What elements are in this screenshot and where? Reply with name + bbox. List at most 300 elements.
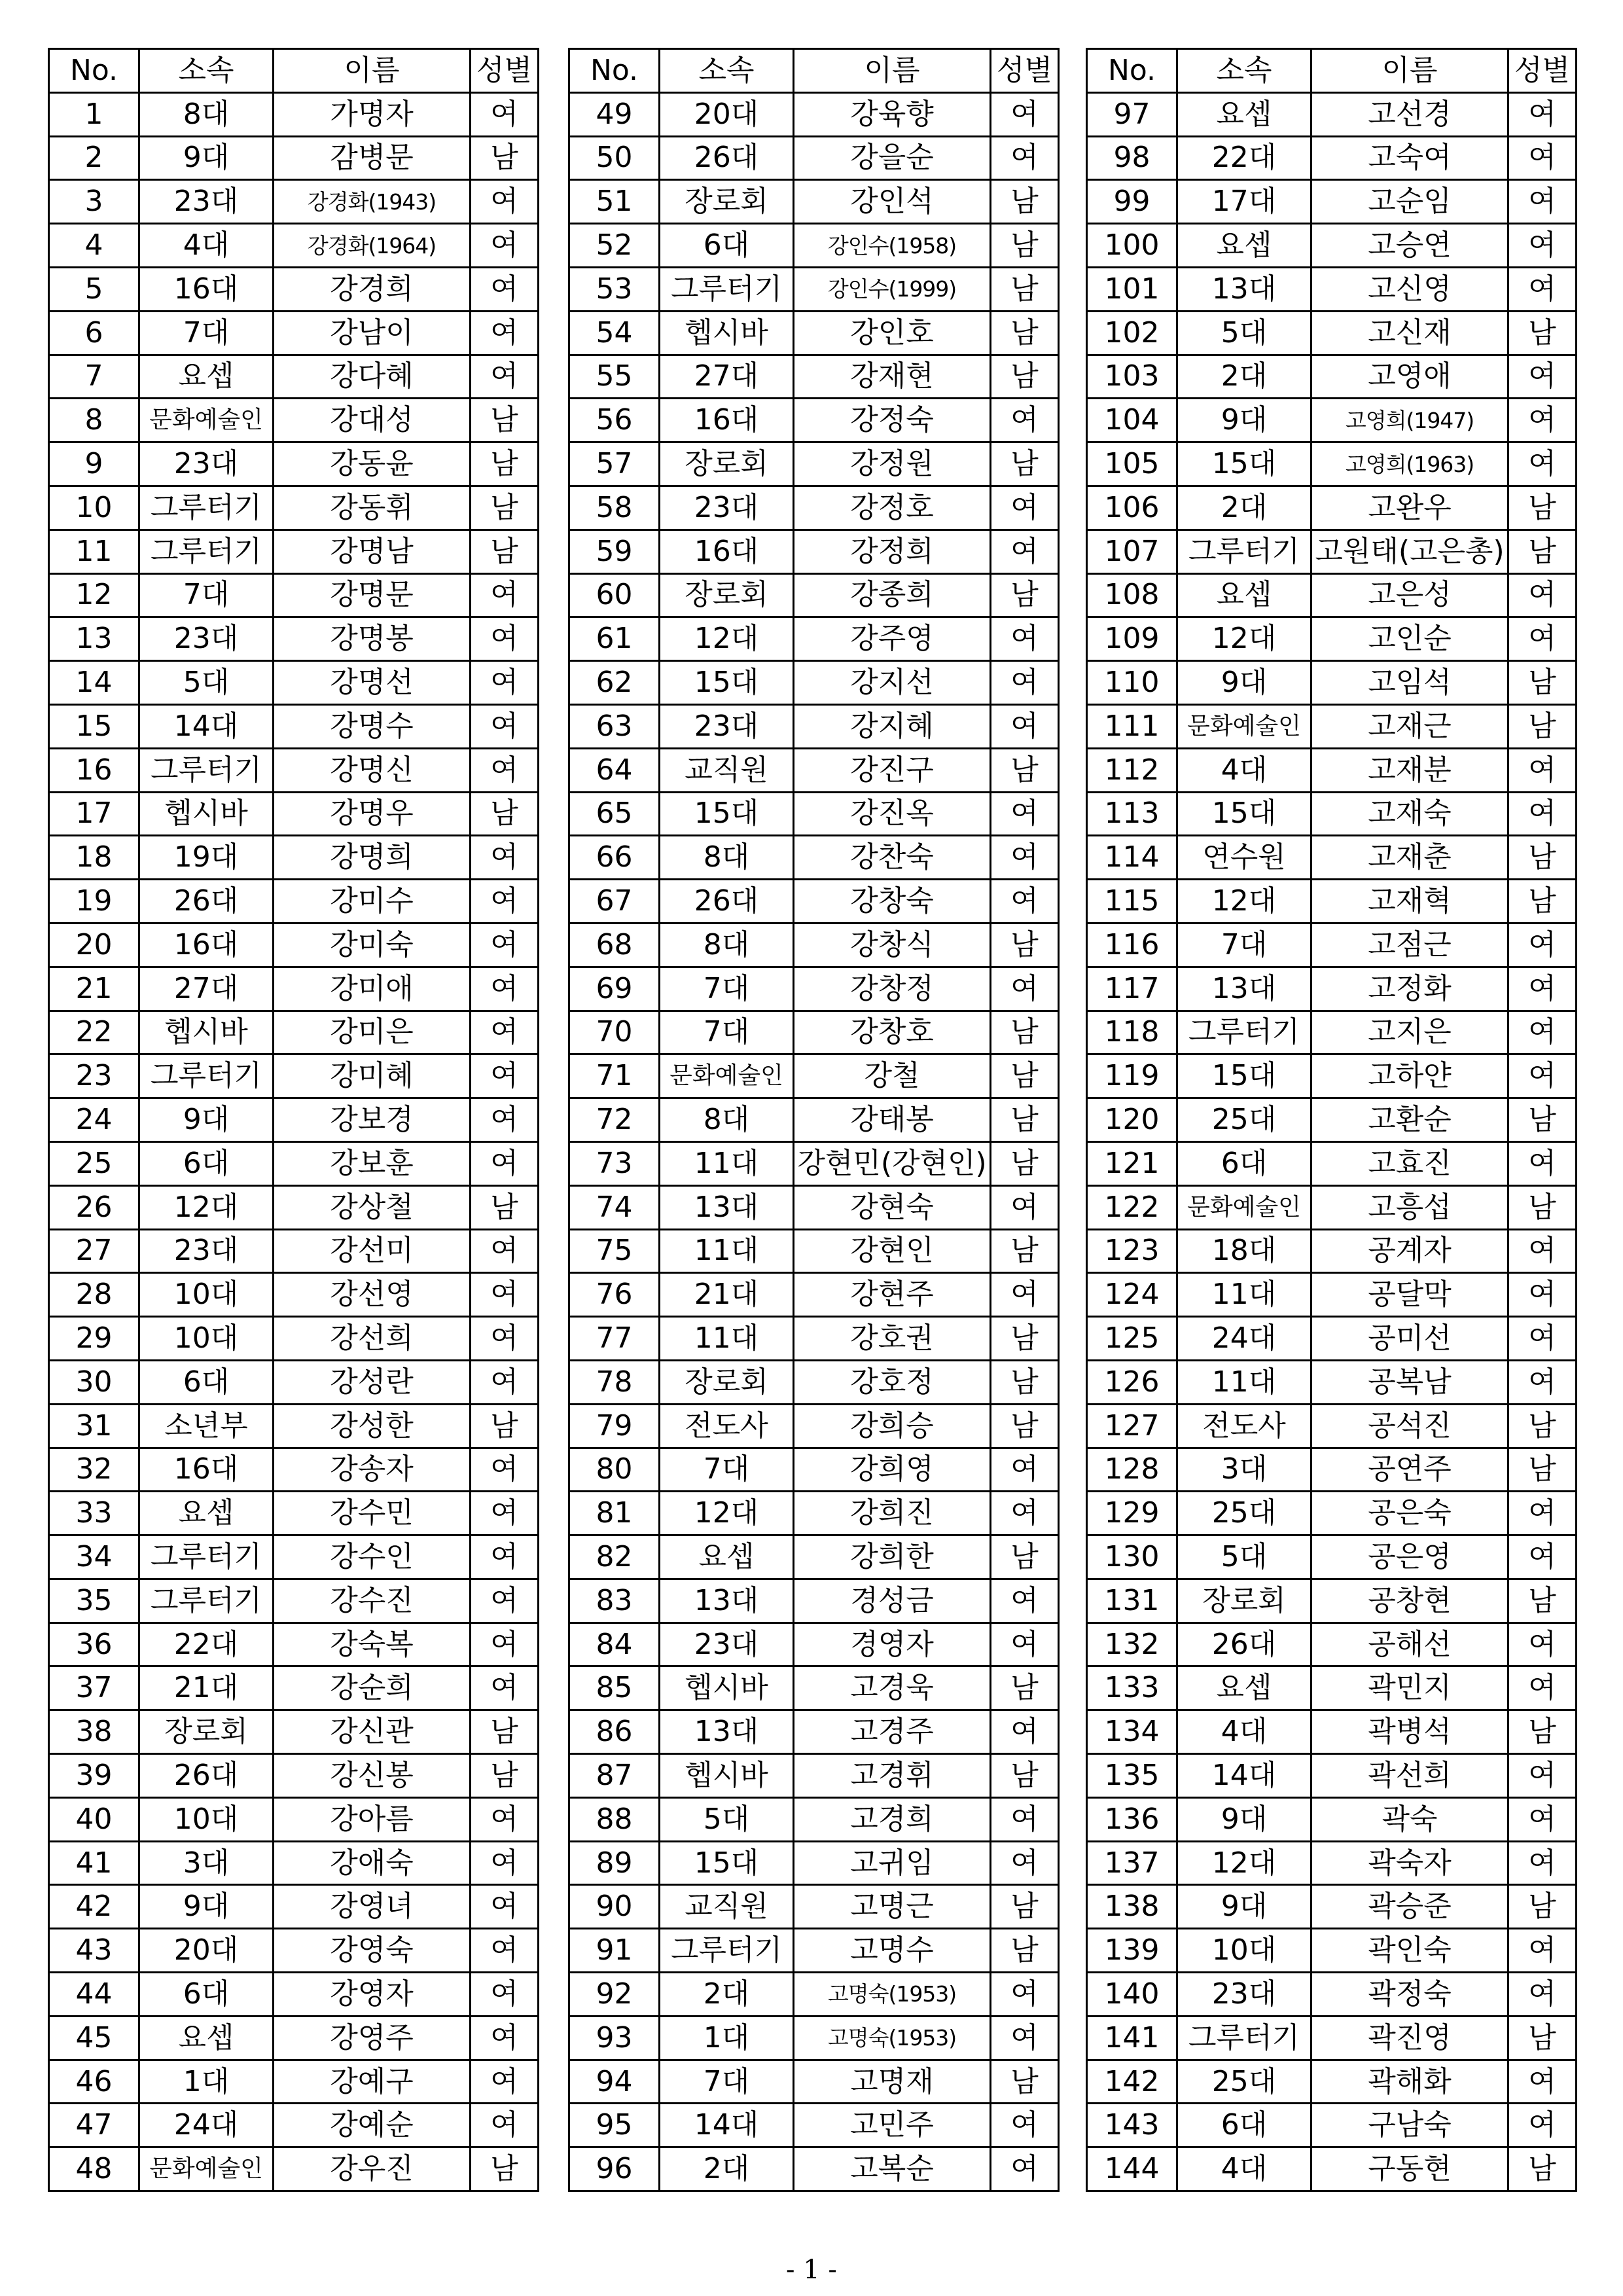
cell-name: 강미숙 — [274, 923, 471, 967]
table-row — [569, 92, 1059, 136]
cell-no: 16 — [49, 748, 139, 792]
cell-gender: 여 — [991, 1841, 1059, 1885]
cell-no: 138 — [1087, 1885, 1177, 1929]
header-affiliation: 소속 — [1177, 49, 1311, 93]
header-affiliation: 소속 — [660, 49, 794, 93]
cell-affiliation: 15대 — [1177, 1054, 1311, 1098]
cell-gender: 여 — [991, 1579, 1059, 1623]
cell-name: 고경희 — [794, 1797, 991, 1841]
cell-name: 공달막 — [1311, 1273, 1508, 1317]
cell-affiliation: 12대 — [660, 617, 794, 661]
table-row — [569, 224, 1059, 268]
table-row — [1087, 1492, 1577, 1535]
cell-gender: 여 — [471, 1797, 539, 1841]
cell-gender: 여 — [1508, 1011, 1577, 1054]
cell-affiliation: 11대 — [1177, 1273, 1311, 1317]
cell-affiliation: 16대 — [660, 399, 794, 442]
cell-gender: 남 — [991, 1404, 1059, 1448]
cell-affiliation: 문화예술인 — [139, 399, 274, 442]
table-row — [49, 792, 539, 836]
table-row — [49, 1710, 539, 1754]
cell-gender: 여 — [1508, 1360, 1577, 1404]
cell-affiliation: 9대 — [139, 1885, 274, 1929]
cell-no: 1 — [49, 92, 139, 136]
cell-name: 강명우 — [274, 792, 471, 836]
table-row — [569, 1579, 1059, 1623]
cell-no: 6 — [49, 311, 139, 355]
cell-name: 강인수(1958) — [794, 224, 991, 268]
cell-name: 곽선희 — [1311, 1754, 1508, 1798]
cell-name: 강종희 — [794, 573, 991, 617]
header-no: No. — [1087, 49, 1177, 93]
cell-name: 곽해화 — [1311, 2060, 1508, 2104]
cell-no: 52 — [569, 224, 660, 268]
cell-no: 125 — [1087, 1317, 1177, 1361]
cell-name: 공미선 — [1311, 1317, 1508, 1361]
cell-name: 곽승준 — [1311, 1885, 1508, 1929]
cell-gender: 여 — [471, 1448, 539, 1492]
table-row — [569, 1885, 1059, 1929]
cell-gender: 남 — [991, 224, 1059, 268]
table-row — [1087, 1623, 1577, 1666]
cell-affiliation: 4대 — [1177, 748, 1311, 792]
cell-gender: 남 — [991, 1098, 1059, 1142]
table-row — [1087, 1185, 1577, 1229]
cell-no: 9 — [49, 442, 139, 486]
cell-no: 84 — [569, 1623, 660, 1666]
cell-name: 강상철 — [274, 1185, 471, 1229]
cell-no: 57 — [569, 442, 660, 486]
cell-no: 69 — [569, 967, 660, 1011]
cell-name: 고민주 — [794, 2104, 991, 2147]
cell-no: 133 — [1087, 1666, 1177, 1710]
cell-no: 31 — [49, 1404, 139, 1448]
cell-name: 고경주 — [794, 1710, 991, 1754]
cell-gender: 남 — [991, 1011, 1059, 1054]
table-row — [49, 1448, 539, 1492]
cell-affiliation: 27대 — [139, 967, 274, 1011]
cell-gender: 여 — [471, 2060, 539, 2104]
table-row — [1087, 1141, 1577, 1185]
cell-no: 104 — [1087, 399, 1177, 442]
cell-no: 88 — [569, 1797, 660, 1841]
cell-no: 107 — [1087, 529, 1177, 573]
cell-affiliation: 23대 — [139, 180, 274, 224]
cell-no: 110 — [1087, 661, 1177, 705]
cell-no: 19 — [49, 880, 139, 924]
cell-no: 105 — [1087, 442, 1177, 486]
table-row — [569, 355, 1059, 399]
cell-no: 108 — [1087, 573, 1177, 617]
cell-name: 강남이 — [274, 311, 471, 355]
cell-affiliation: 24대 — [1177, 1317, 1311, 1361]
cell-affiliation: 27대 — [660, 355, 794, 399]
cell-name: 공해선 — [1311, 1623, 1508, 1666]
cell-name: 고재숙 — [1311, 792, 1508, 836]
table-row — [569, 1492, 1059, 1535]
cell-name: 고명재 — [794, 2060, 991, 2104]
cell-name: 공창현 — [1311, 1579, 1508, 1623]
cell-name: 강호정 — [794, 1360, 991, 1404]
roster-table-2 — [568, 48, 1060, 2192]
cell-affiliation: 교직원 — [660, 748, 794, 792]
cell-name: 강을순 — [794, 136, 991, 180]
cell-no: 114 — [1087, 836, 1177, 880]
table-row — [49, 617, 539, 661]
cell-gender: 여 — [471, 617, 539, 661]
cell-affiliation: 23대 — [660, 486, 794, 529]
cell-affiliation: 20대 — [139, 1929, 274, 1973]
cell-affiliation: 13대 — [1177, 967, 1311, 1011]
cell-name: 곽인숙 — [1311, 1929, 1508, 1973]
cell-affiliation: 문화예술인 — [1177, 1185, 1311, 1229]
cell-name: 고재춘 — [1311, 836, 1508, 880]
cell-no: 60 — [569, 573, 660, 617]
cell-gender: 여 — [991, 529, 1059, 573]
cell-no: 45 — [49, 2016, 139, 2060]
cell-affiliation: 11대 — [660, 1317, 794, 1361]
table-row — [49, 1141, 539, 1185]
cell-affiliation: 11대 — [660, 1141, 794, 1185]
cell-gender: 여 — [471, 1841, 539, 1885]
cell-affiliation: 8대 — [139, 92, 274, 136]
cell-affiliation: 26대 — [660, 880, 794, 924]
table-row — [569, 180, 1059, 224]
cell-name: 고점근 — [1311, 923, 1508, 967]
table-row — [49, 836, 539, 880]
cell-no: 79 — [569, 1404, 660, 1448]
cell-name: 강창숙 — [794, 880, 991, 924]
cell-gender: 남 — [1508, 1710, 1577, 1754]
cell-affiliation: 4대 — [1177, 1710, 1311, 1754]
cell-gender: 남 — [1508, 1098, 1577, 1142]
table-row — [1087, 2016, 1577, 2060]
table-row — [569, 1141, 1059, 1185]
cell-gender: 남 — [991, 1141, 1059, 1185]
table-row — [49, 748, 539, 792]
cell-name: 곽정숙 — [1311, 1973, 1508, 2017]
table-row — [1087, 399, 1577, 442]
cell-name: 고영애 — [1311, 355, 1508, 399]
cell-gender: 여 — [471, 2016, 539, 2060]
table-row — [569, 704, 1059, 748]
cell-gender: 여 — [471, 661, 539, 705]
cell-affiliation: 15대 — [1177, 792, 1311, 836]
cell-gender: 남 — [991, 442, 1059, 486]
table-row — [569, 1797, 1059, 1841]
cell-gender: 여 — [471, 836, 539, 880]
cell-affiliation: 7대 — [660, 1011, 794, 1054]
cell-no: 21 — [49, 967, 139, 1011]
table-row — [1087, 1754, 1577, 1798]
table-row — [1087, 1841, 1577, 1885]
cell-name: 강명희 — [274, 836, 471, 880]
cell-affiliation: 23대 — [139, 442, 274, 486]
cell-gender: 남 — [991, 355, 1059, 399]
cell-name: 강인석 — [794, 180, 991, 224]
cell-gender: 여 — [471, 1098, 539, 1142]
cell-name: 감병문 — [274, 136, 471, 180]
table-row — [1087, 1360, 1577, 1404]
cell-no: 120 — [1087, 1098, 1177, 1142]
table-row — [49, 1841, 539, 1885]
cell-name: 고신영 — [1311, 267, 1508, 311]
table-row — [49, 1360, 539, 1404]
cell-affiliation: 26대 — [660, 136, 794, 180]
cell-gender: 남 — [471, 1185, 539, 1229]
cell-name: 고선경 — [1311, 92, 1508, 136]
cell-no: 7 — [49, 355, 139, 399]
cell-affiliation: 그루터기 — [1177, 529, 1311, 573]
table-row — [49, 92, 539, 136]
cell-gender: 남 — [1508, 661, 1577, 705]
cell-name: 강찬숙 — [794, 836, 991, 880]
cell-affiliation: 소년부 — [139, 1404, 274, 1448]
cell-no: 38 — [49, 1710, 139, 1754]
cell-no: 42 — [49, 1885, 139, 1929]
cell-gender: 여 — [1508, 1229, 1577, 1273]
cell-no: 109 — [1087, 617, 1177, 661]
cell-name: 구동현 — [1311, 2147, 1508, 2191]
cell-affiliation: 문화예술인 — [139, 2147, 274, 2191]
cell-affiliation: 8대 — [660, 1098, 794, 1142]
cell-gender: 남 — [471, 442, 539, 486]
cell-name: 곽진영 — [1311, 2016, 1508, 2060]
cell-no: 40 — [49, 1797, 139, 1841]
table-row — [49, 923, 539, 967]
cell-affiliation: 7대 — [660, 967, 794, 1011]
cell-no: 99 — [1087, 180, 1177, 224]
cell-gender: 여 — [471, 1054, 539, 1098]
cell-no: 67 — [569, 880, 660, 924]
cell-no: 100 — [1087, 224, 1177, 268]
cell-affiliation: 15대 — [660, 792, 794, 836]
cell-no: 68 — [569, 923, 660, 967]
cell-gender: 남 — [991, 1754, 1059, 1798]
table-row — [1087, 573, 1577, 617]
table-row — [49, 529, 539, 573]
cell-affiliation: 18대 — [1177, 1229, 1311, 1273]
cell-gender: 남 — [471, 1710, 539, 1754]
cell-affiliation: 전도사 — [660, 1404, 794, 1448]
cell-name: 공연주 — [1311, 1448, 1508, 1492]
table-row — [569, 1754, 1059, 1798]
cell-no: 115 — [1087, 880, 1177, 924]
header-name: 이름 — [1311, 49, 1508, 93]
cell-name: 강인호 — [794, 311, 991, 355]
cell-affiliation: 6대 — [660, 224, 794, 268]
table-row — [49, 224, 539, 268]
cell-no: 63 — [569, 704, 660, 748]
cell-name: 강선희 — [274, 1317, 471, 1361]
cell-name: 고명숙(1953) — [794, 2016, 991, 2060]
table-row — [1087, 1273, 1577, 1317]
cell-name: 고원태(고은총) — [1311, 529, 1508, 573]
cell-no: 111 — [1087, 704, 1177, 748]
cell-no: 82 — [569, 1535, 660, 1579]
cell-gender: 여 — [471, 311, 539, 355]
cell-no: 91 — [569, 1929, 660, 1973]
cell-affiliation: 그루터기 — [660, 1929, 794, 1973]
cell-gender: 여 — [471, 1885, 539, 1929]
cell-gender: 여 — [1508, 2104, 1577, 2147]
table-row — [49, 1929, 539, 1973]
cell-affiliation: 23대 — [1177, 1973, 1311, 2017]
header-affiliation: 소속 — [139, 49, 274, 93]
table-row — [569, 1360, 1059, 1404]
cell-gender: 여 — [991, 1623, 1059, 1666]
cell-affiliation: 8대 — [660, 836, 794, 880]
table-row — [1087, 836, 1577, 880]
cell-gender: 여 — [471, 967, 539, 1011]
cell-no: 39 — [49, 1754, 139, 1798]
cell-no: 50 — [569, 136, 660, 180]
cell-affiliation: 문화예술인 — [660, 1054, 794, 1098]
table-row — [569, 136, 1059, 180]
cell-no: 74 — [569, 1185, 660, 1229]
cell-gender: 남 — [471, 529, 539, 573]
cell-gender: 남 — [1508, 1579, 1577, 1623]
cell-name: 강명신 — [274, 748, 471, 792]
cell-affiliation: 10대 — [139, 1273, 274, 1317]
cell-no: 119 — [1087, 1054, 1177, 1098]
cell-gender: 여 — [1508, 967, 1577, 1011]
cell-no: 26 — [49, 1185, 139, 1229]
cell-affiliation: 요셉 — [1177, 92, 1311, 136]
cell-no: 33 — [49, 1492, 139, 1535]
cell-affiliation: 25대 — [1177, 1098, 1311, 1142]
cell-gender: 여 — [1508, 1666, 1577, 1710]
cell-no: 22 — [49, 1011, 139, 1054]
cell-no: 89 — [569, 1841, 660, 1885]
cell-gender: 여 — [991, 136, 1059, 180]
cell-gender: 남 — [471, 486, 539, 529]
table-row — [569, 1929, 1059, 1973]
cell-gender: 여 — [991, 1185, 1059, 1229]
cell-name: 강성란 — [274, 1360, 471, 1404]
cell-name: 강창정 — [794, 967, 991, 1011]
cell-gender: 여 — [471, 1229, 539, 1273]
cell-gender: 여 — [991, 486, 1059, 529]
cell-gender: 남 — [991, 1666, 1059, 1710]
cell-gender: 여 — [991, 1448, 1059, 1492]
cell-no: 25 — [49, 1141, 139, 1185]
cell-affiliation: 14대 — [139, 704, 274, 748]
roster-table-1 — [48, 48, 539, 2192]
cell-no: 27 — [49, 1229, 139, 1273]
table-row — [1087, 1011, 1577, 1054]
cell-affiliation: 16대 — [660, 529, 794, 573]
cell-name: 고복순 — [794, 2147, 991, 2191]
cell-affiliation: 20대 — [660, 92, 794, 136]
cell-name: 강영자 — [274, 1973, 471, 2017]
table-row — [49, 1054, 539, 1098]
cell-no: 126 — [1087, 1360, 1177, 1404]
cell-no: 30 — [49, 1360, 139, 1404]
table-row — [49, 1535, 539, 1579]
cell-name: 고지은 — [1311, 1011, 1508, 1054]
cell-affiliation: 9대 — [1177, 1885, 1311, 1929]
table-row — [569, 2147, 1059, 2191]
table-row — [1087, 704, 1577, 748]
cell-no: 87 — [569, 1754, 660, 1798]
table-row — [49, 399, 539, 442]
cell-gender: 여 — [991, 2104, 1059, 2147]
table-row — [49, 2060, 539, 2104]
table-row — [1087, 1404, 1577, 1448]
cell-no: 4 — [49, 224, 139, 268]
cell-gender: 여 — [1508, 1929, 1577, 1973]
cell-affiliation: 12대 — [1177, 880, 1311, 924]
cell-affiliation: 6대 — [139, 1360, 274, 1404]
cell-gender: 남 — [471, 1404, 539, 1448]
cell-name: 고재혁 — [1311, 880, 1508, 924]
header-row — [49, 49, 539, 93]
cell-name: 강경화(1964) — [274, 224, 471, 268]
cell-name: 강정호 — [794, 486, 991, 529]
cell-gender: 남 — [991, 1317, 1059, 1361]
table-row — [569, 1404, 1059, 1448]
cell-gender: 여 — [471, 224, 539, 268]
cell-name: 강송자 — [274, 1448, 471, 1492]
cell-name: 강지선 — [794, 661, 991, 705]
table-row — [1087, 923, 1577, 967]
cell-affiliation: 16대 — [139, 923, 274, 967]
cell-name: 강명문 — [274, 573, 471, 617]
table-row — [1087, 617, 1577, 661]
cell-name: 강수인 — [274, 1535, 471, 1579]
cell-gender: 여 — [471, 1666, 539, 1710]
table-row — [569, 661, 1059, 705]
table-row — [1087, 1973, 1577, 2017]
cell-no: 94 — [569, 2060, 660, 2104]
table-row — [569, 529, 1059, 573]
table-row — [569, 442, 1059, 486]
table-row — [1087, 792, 1577, 836]
cell-gender: 남 — [471, 399, 539, 442]
cell-no: 129 — [1087, 1492, 1177, 1535]
cell-gender: 남 — [1508, 1404, 1577, 1448]
table-row — [569, 1535, 1059, 1579]
cell-affiliation: 26대 — [139, 1754, 274, 1798]
cell-affiliation: 23대 — [139, 1229, 274, 1273]
cell-gender: 여 — [991, 836, 1059, 880]
cell-name: 고신재 — [1311, 311, 1508, 355]
cell-gender: 남 — [471, 2147, 539, 2191]
cell-affiliation: 그루터기 — [660, 267, 794, 311]
cell-affiliation: 21대 — [139, 1666, 274, 1710]
table-row — [569, 1054, 1059, 1098]
cell-affiliation: 7대 — [660, 2060, 794, 2104]
cell-name: 고임석 — [1311, 661, 1508, 705]
cell-name: 강신관 — [274, 1710, 471, 1754]
cell-gender: 여 — [1508, 2060, 1577, 2104]
cell-gender: 여 — [1508, 1754, 1577, 1798]
cell-no: 85 — [569, 1666, 660, 1710]
cell-name: 강호권 — [794, 1317, 991, 1361]
header-name: 이름 — [274, 49, 471, 93]
cell-affiliation: 헵시바 — [139, 1011, 274, 1054]
cell-affiliation: 2대 — [1177, 486, 1311, 529]
cell-gender: 여 — [991, 792, 1059, 836]
cell-name: 강희영 — [794, 1448, 991, 1492]
cell-name: 고영희(1963) — [1311, 442, 1508, 486]
table-row — [1087, 661, 1577, 705]
cell-affiliation: 22대 — [139, 1623, 274, 1666]
cell-no: 81 — [569, 1492, 660, 1535]
cell-no: 141 — [1087, 2016, 1177, 2060]
cell-no: 106 — [1087, 486, 1177, 529]
